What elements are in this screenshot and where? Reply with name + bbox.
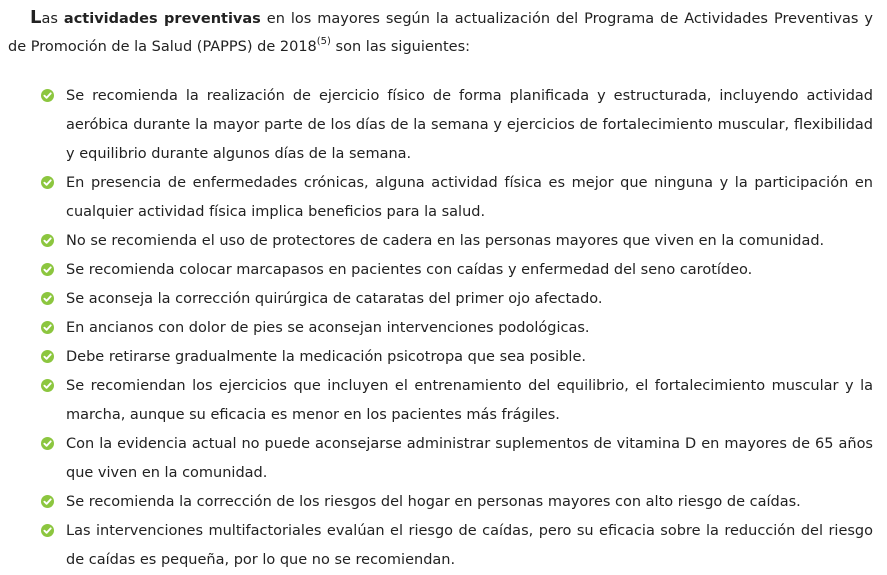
list-item [8, 372, 873, 430]
check-circle-icon [41, 437, 54, 450]
list-item-text: Debe retirarse gradualmente la medicación psicotropa que sea posible. [66, 349, 586, 365]
check-circle-icon [41, 495, 54, 508]
check-circle-icon [41, 292, 54, 305]
list-item [8, 169, 873, 227]
check-circle-icon [41, 321, 54, 334]
intro-first-letter: L [30, 7, 42, 28]
list-item [8, 256, 873, 285]
intro-first-word-rest: as [41, 11, 58, 27]
list-item-text: Las intervenciones multifactoriales evalúan el riesgo de caídas, pero su eficacia sobre la reducción del riesgo de caídas es pequeña, por lo que no se recomiendan. [66, 523, 873, 568]
list-item-text: Se recomienda la realización de ejercicio físico de forma planificada y estructurada, incluyendo actividad aeróbica durante la mayor parte de los días de la semana y ejercicios de fortalecimiento muscular, flexibilidad y equilibrio durante algunos días de la semana. [66, 88, 873, 162]
list-item-text: Se aconseja la corrección quirúrgica de cataratas del primer ojo afectado. [66, 291, 603, 307]
list-item-text: Se recomienda colocar marcapasos en pacientes con caídas y enfermedad del seno carotídeo. [66, 262, 753, 278]
list-item [8, 285, 873, 314]
check-circle-icon [41, 234, 54, 247]
list-item [8, 343, 873, 372]
list-item-text: En presencia de enfermedades crónicas, alguna actividad física es mejor que ninguna y la participación en cualquier actividad física implica beneficios para la salud. [66, 175, 873, 220]
list-item-text: Con la evidencia actual no puede aconsejarse administrar suplementos de vitamina D en mayores de 65 años que viven en la comunidad. [66, 436, 873, 481]
list-item [8, 314, 873, 343]
list-item-text: Se recomiendan los ejercicios que incluyen el entrenamiento del equilibrio, el fortalecimiento muscular y la marcha, aunque su eficacia es menor en los pacientes más frágiles. [66, 378, 873, 423]
check-circle-icon [41, 89, 54, 102]
list-item [8, 82, 873, 169]
list-item [8, 430, 873, 488]
list-item [8, 517, 873, 575]
check-circle-icon [41, 379, 54, 392]
check-circle-icon [41, 524, 54, 537]
check-circle-icon [41, 350, 54, 363]
list-item-text: Se recomienda la corrección de los riesgos del hogar en personas mayores con alto riesgo de caídas. [66, 494, 801, 510]
intro-bold-phrase: actividades preventivas [63, 11, 261, 27]
intro-text-end: son las siguientes: [330, 39, 471, 55]
list-item [8, 488, 873, 517]
recommendations-list [8, 82, 873, 575]
check-circle-icon [41, 176, 54, 189]
list-item-text: En ancianos con dolor de pies se aconsejan intervenciones podológicas. [66, 320, 590, 336]
intro-text: en los mayores según la actualización del Programa de Actividades Preventivas y de Promoción de la Salud (PAPPS) de 2018 [8, 11, 873, 55]
check-circle-icon [41, 263, 54, 276]
list-item [8, 227, 873, 256]
intro-paragraph [8, 4, 873, 61]
citation-superscript: (5) [316, 36, 331, 48]
list-item-text: No se recomienda el uso de protectores de cadera en las personas mayores que viven en la comunidad. [66, 233, 825, 249]
